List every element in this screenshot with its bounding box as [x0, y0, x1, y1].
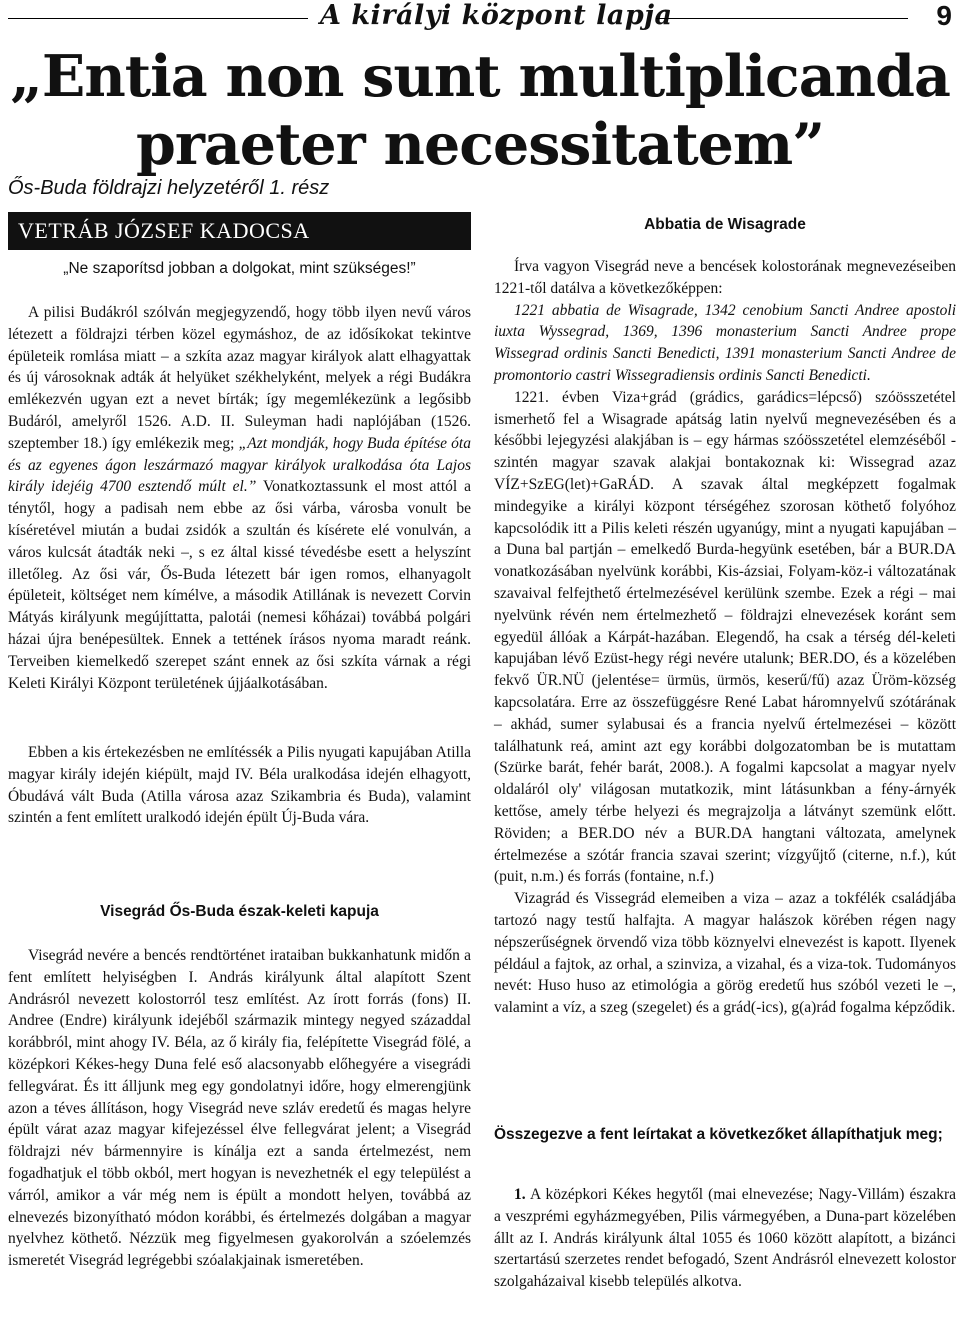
header-rule-right [656, 18, 908, 19]
publication-title: A királyi központ lapja [320, 0, 673, 31]
list-item [494, 1184, 956, 1293]
motto: „Ne szaporítsd jobban a dolgokat, mint szükséges!” [63, 260, 416, 277]
section-heading-summary: Összegezve a fent leírtakat a következőket állapíthatjuk meg; [494, 1126, 943, 1143]
suleyman-quote: „Azt mondják, hogy Buda építése óta és az egyenes ágon leszármazó magyar királyok uralkodása óta Lajos király idejéig 4700 esztendő múlt el.” [8, 434, 471, 496]
summary-list [494, 1184, 956, 1293]
paragraph-text: 1221. évben Viza+grád (grádics, garádics=lépcső) szóösszetétel ismerhető fel a Wisagrade apátság latin nyelvű megnevezésében és a későbbi lejegyzési alakjában is – egy hármas szóösszetétel elemzéséből - szintén magyar szavak alakjai bontakoznak ki: Wissegrad azaz VÍZ+SzEG(let)+GaRÁD. A szavak által megképzett fogalmak mindegyike a királyi központ térségéhez szorosan köthető folyóhoz kapcsolódik itt a Pilis keleti részén ugyanúgy, mint a nyugati kapujában – a Duna bal partján – emelkedő Burda-hegyünk esetében, bár a BUR.DA vonatkozásában nyelvünk korábbi, Kis-ázsiai, Folyam-köz-i változatának szavaival felfejthető értelmezésével kerülünk szembe. Ezek a régi – mai nyelvünk révén nem értelmezhető – földrajzi elnevezések koránt sem egyedül állóak a Kárpát-hazában. Elegendő, ha csak a térség dél-keleti kapujában lévő Ezüst-hegy régi nevére utalunk; BER.DO, és a közelében fekvő ÜR.NÜ (jelentése= ürmüs, ürmös, keserű/fű) azaz Üröm-község kapcsolatára. Erre az összefüggésre René Labat háromnyelvű szótárának – akhád, sumer sylabusai és a francia nyelvű értelmezései – között találhatunk reá, amint azt egy korábbi dolgozatomban be is mutattam (Szürke barát, fehér barát, 2008.). A fogalmi kapcsolat a magyar nyelv oldaláról oly' világosan mutatkozik, mint látásunkban a fény-árnyék kettőse, amely térbe helyezi és megrajzolja a látványt szemünk előtt. Röviden; a BER.DO név a BUR.DA hangtani változata, amelynek értelmezése a szótár francia szavai szerint; vízgyűjtő (citerne, n.f.), kút (puit, n.m.) és forrás (fontaine, n.f.) [494, 388, 956, 886]
paragraph-text: Ebben a kis értekezésben ne említéssék a Pilis nyugati kapujában Atilla magyar király idején kiépült, majd IV. Béla uralkodása idején elhagyott, Óbudává vált Buda (Atilla városa azaz Szikambria és Buda), valamint szintén a fent említett uralkodó idején épült Új-Buda vára. [8, 744, 471, 827]
paragraph-text: Visegrád nevére a bencés rendtörténet irataiban bukkanhatunk midőn a fent említett helyiségben I. András királyunk által alapított Szent Andrásról nevezett kolostorról tesz említést. Az írott forrás (fons) II. Andree (Endre) királyunk idejéből származik mintegy negyed századdal korábbról, mint ahogy IV. Béla, az ő király fia, felépítette Visegrád fölé, a középkori Kékes-hegy Duna felé eső alacsonyabb előhegyére a visegrádi fellegvárat. És itt álljunk meg egy gondolatnyi időre, hogy elmerengjünk azon a téves állításon, hogy Visegrád neve szláv eredetű és magas helyre épült várat azaz magyar kifejezéssel élve fellegvárat jelent; a Visegrád földrajzi név bármennyire is kínálja ezt a sanda értelmezést, nem fogadhatjuk el több okból, mert hogyan is nevezhetnék el egy települést a várról, amikor a vár még nem is épült a mondott helyen, továbbá az elnevezés bizonyítható módon korábbi, és értelmezés dolgában a magyar nyelvhez köthető. Nézzük meg figyelmesen gyakorolván a szóelemzés ismeretét Visegrád legrégebbi szóalakjainak ismeretében. [8, 947, 471, 1270]
paragraph-text: Vonatkoztassunk el most attól a ténytől, hogy a padisah nem ebbe az ősi várba, városba vonult be kíséretével miután a budai zsidók a szultán és kísérete elé vonulván, a város kulcsát átadták neki –, s ez által kissé tévedésbe esett a helyszínt illetőleg. Az ősi vár, Ős-Buda létezett bár igen romos, elhanyagolt épületeit, költséget nem kímélve, a második Atillának is nevezett Corvin Mátyás királyunk megújíttatta, palotái (nemesi kőházai) továbbá polgári házai újra benépesültek. Ennek a tettének írásos nyoma maradt reánk. Terveiben kiemelkedő szerepet szánt ennek az ősi szkíta várnak a régi Keleti Királyi Központ területének újjáalkotásában. [8, 478, 471, 692]
right-column-body [494, 256, 956, 1019]
list-item-number: 1. [514, 1186, 526, 1203]
article-title-line-1: „Entia non sunt multiplicanda [10, 43, 950, 110]
latin-names-quote: 1221 abbatia de Wisagrade, 1342 cenobium Sancti Andree apostoli iuxta Wyssegrad, 1369, 1396 monasterium Sancti Andree prope Wissegrad ordinis Sancti Benedicti, 1391 monasterium Sancti Andree de promontorio castri Wissegradiensis ordinis Sancti Benedicti. [494, 301, 956, 384]
article-title-line-2: praeter necessitatem” [135, 111, 825, 178]
paragraph-text: Írva vagyon Visegrád neve a bencések kolostorának megnevezéseiben 1221-től datálva a következőképpen: [494, 258, 956, 297]
section-heading-abbatia: Abbatia de Wisagrade [644, 216, 806, 233]
section-heading-visegrad: Visegrád Ős-Buda észak-keleti kapuja [100, 903, 379, 920]
paragraph-text: A pilisi Budákról szólván megjegyzendő, hogy több ilyen nevű város létezett a földrajzi térben közel egymáshoz, de az idősíkokat tekintve épületeik romlása miatt – a szkíta azaz magyar királyok alatt elhagyattak és új városoknak adták át helyüket székhelyként, melyek a régi Budákra emlékezvén ugyan ezt a nevet bírták; így megemlékezünk a legősibb Budáról, amelyről 1526. A.D. II. Suleyman hadi naplójában (1526. szeptember 18.) így emlékezik meg; [8, 304, 471, 452]
paragraph-text: Vizagrád és Vissegrád elemeiben a viza – azaz a tokfélék családjába tartozó nagy testű halfajta. A magyar halászok körében régen nagy népszerűségnek örvendő viza több köznyelvi elnevezést is kapott. Ilyenek például a fajtok, az orhal, a szinviza, a vizahal, és a viza-tok. Tudományos nevét: Huso huso az etimológia a görög eredetű hus szóból vezeti le –, valamint a víz, a szeg (szegelet) és a grád(-ics), g(a)rád fogalma képződik. [494, 890, 956, 1017]
left-paragraph-2 [8, 742, 471, 829]
article-subtitle: Ős-Buda földrajzi helyzetéről 1. rész [8, 177, 330, 199]
page-header [8, 0, 952, 34]
header-rule-left [8, 18, 308, 19]
list-item-text: A középkori Kékes hegytől (mai elnevezése; Nagy-Villám) északra a veszprémi egyházmegyében, Pilis vármegyében, a Duna-part közelében állt az I. András királyunk által 1055 és 1060 között alapított, a bizánci szertartású szerzetes rendet befogadó, Szent Andrásról elnevezett kolostor szolgaházaival kisebb település alkotva. [494, 1186, 956, 1291]
left-paragraph-1 [8, 302, 471, 694]
page-number: 9 [936, 0, 952, 31]
author-name: VETRÁB JÓZSEF KADOCSA [18, 218, 310, 243]
left-paragraph-3 [8, 945, 471, 1272]
